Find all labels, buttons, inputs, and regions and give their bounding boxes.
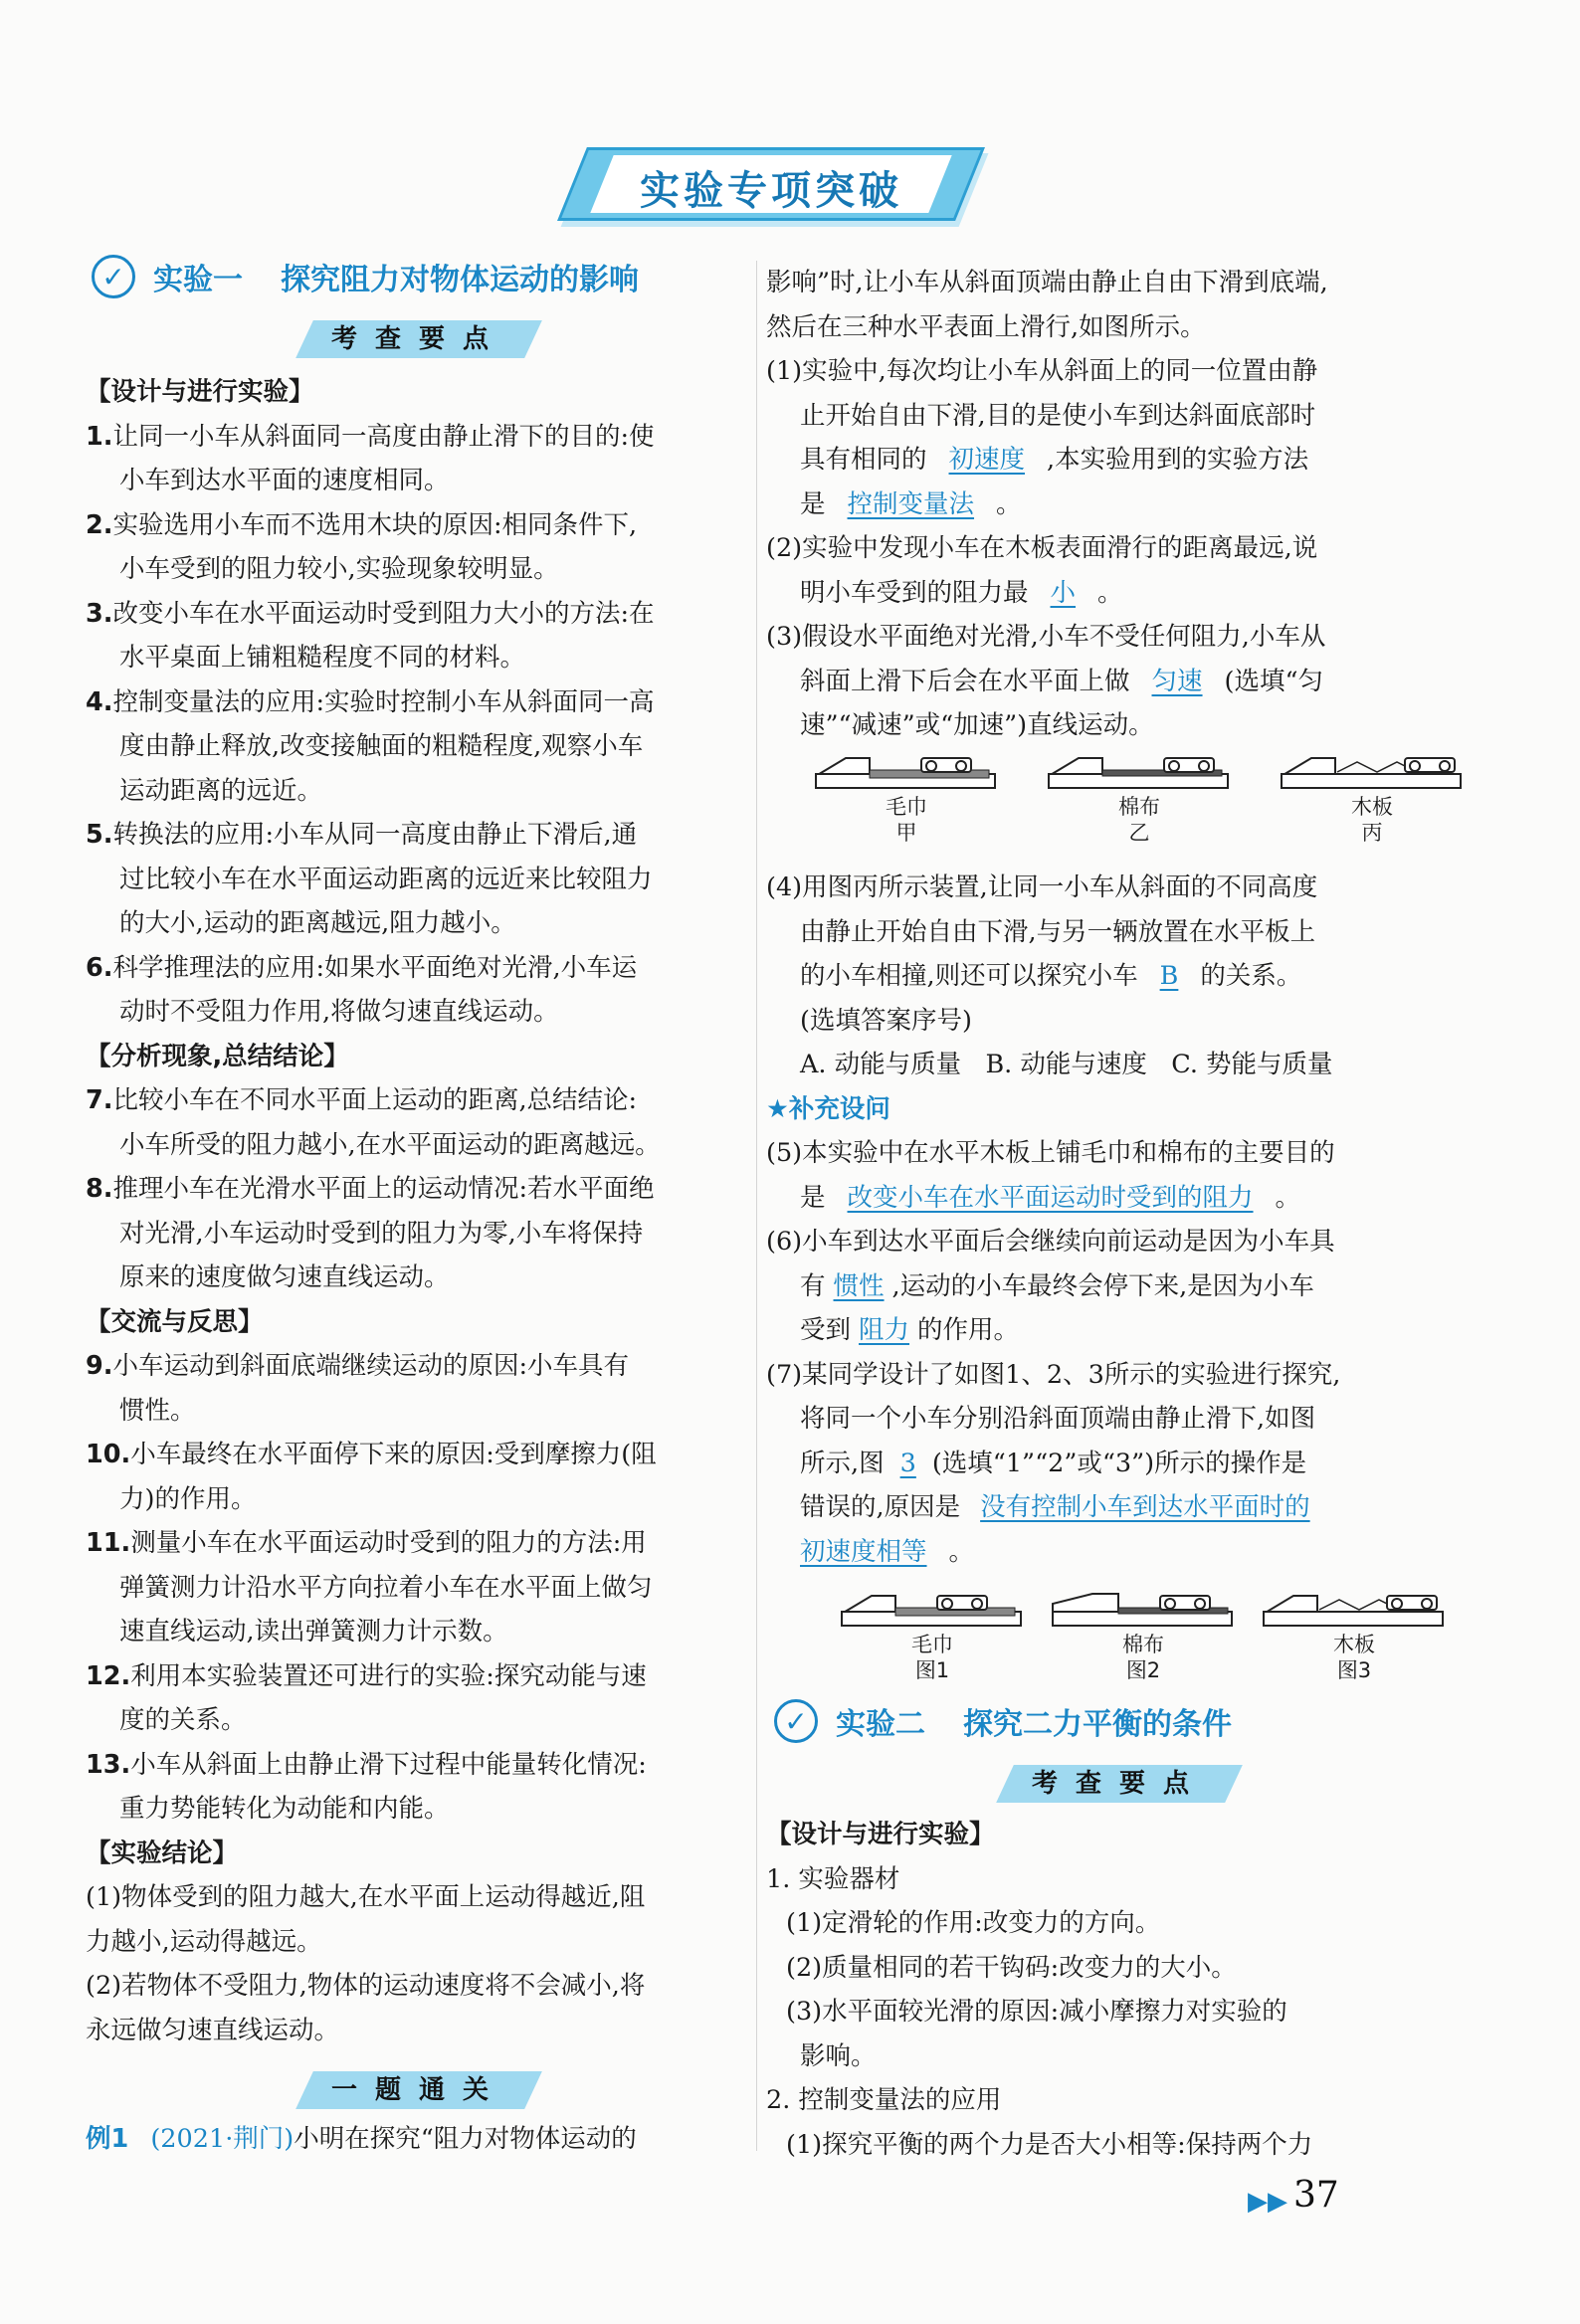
experiment-2-label: 实验二 xyxy=(836,1707,925,1742)
section-heading: 【设计与进行实验】 xyxy=(766,1820,995,1849)
experiment-2-points: 【设计与进行实验】 1. 实验器材 (1)定滑轮的作用:改变力的方向。 (2)质量相同的若干钩码:改变力的大小。 (3)水平面较光滑的原因:减小摩擦力对实验的 影响。 2. 控制变量法的应用 (1)探究平衡的两个力是否大小相等:保持两个力 xyxy=(766,1813,1463,2167)
experiment-1-label: 实验一 xyxy=(153,263,243,297)
page-number: 37 xyxy=(1293,2175,1339,2216)
answer-3: 匀速 xyxy=(1151,666,1203,696)
section-heading: 【设计与进行实验】 xyxy=(86,377,314,407)
questions-4-to-7: (4)用图丙所示装置,让同一小车从斜面的不同高度 由静止开始自由下滑,与另一辆放置在水平板上 的小车相撞,则还可以探究小车 B 的关系。 (选填答案序号) A. 动能与质量 B. 动能与速度 C. 势能与质量 ★补充设问 (5)本实验中在水平木板上铺毛巾和棉布的主要目的 是 改变小车在水平面运动时受到的阻力 。 (6)小车到达水平面后会继续向前运动是因为小车具 有 惯性 ,运动的小车最终会停下来,是因为小车 受到 阻力 的作用。 (7)某同学设计了如图1、2、3所示的实验进行探究, 将同一个小车分别沿斜面顶端由静止滑下,如图 所示,图 3 (选填“1”“2”或“3”)所示的操作是 错误的,原因是 没有控制小车到达水平面时的 初速度相等 。 xyxy=(766,866,1463,1574)
experiment-1-name: 探究阻力对物体运动的影响 xyxy=(281,263,639,297)
answer-7b: 没有控制小车到达水平面时的 xyxy=(980,1492,1310,1522)
check-circle-icon: ✓ xyxy=(92,255,135,298)
exam-points-banner-2: 考查要点 xyxy=(1005,1765,1234,1803)
answer-7b-cont: 初速度相等 xyxy=(800,1536,927,1567)
section-title-banner xyxy=(572,147,970,221)
example-1: 例1 (2021·荆门)小明在探究“阻力对物体运动的 xyxy=(86,2124,637,2154)
figure-2: 棉布 图2 xyxy=(1039,1590,1248,1683)
example-source: (2021·荆门) xyxy=(150,2124,295,2154)
answer-2: 小 xyxy=(1050,577,1077,608)
exam-points-banner: 考查要点 xyxy=(304,320,533,358)
section-heading: 【交流与反思】 xyxy=(86,1306,264,1337)
section-heading: 【实验结论】 xyxy=(86,1838,239,1868)
answer-4: B xyxy=(1159,961,1179,991)
experiment-2-name: 探究二力平衡的条件 xyxy=(963,1707,1232,1742)
answer-options: A. 动能与质量 B. 动能与速度 C. 势能与质量 xyxy=(800,1050,1333,1079)
answer-6a: 惯性 xyxy=(833,1270,885,1301)
figure-board: 木板 丙 xyxy=(1268,752,1477,846)
figure-group-b xyxy=(828,1590,1459,1683)
example-label: 例1 xyxy=(86,2124,129,2154)
figure-group-a xyxy=(802,752,1477,846)
section-heading: 【分析现象,总结结论】 xyxy=(86,1041,349,1071)
answer-7a: 3 xyxy=(899,1448,916,1478)
answer-1b: 控制变量法 xyxy=(847,488,975,519)
supplementary-heading: ★补充设问 xyxy=(766,1093,890,1124)
one-question-banner: 一题通关 xyxy=(304,2071,533,2109)
experiment-1-heading xyxy=(92,255,639,298)
figure-cotton: 棉布 乙 xyxy=(1035,752,1244,846)
section-title: 实验专项突破 xyxy=(640,168,902,214)
answer-6b: 阻力 xyxy=(859,1315,910,1345)
figure-1: 毛巾 图1 xyxy=(828,1590,1037,1683)
example-1-continued: 影响”时,让小车从斜面顶端由静止自由下滑到底端, 然后在三种水平表面上滑行,如图所示。 (1)实验中,每次均让小车从斜面上的同一位置由静 止开始自由下滑,目的是使小车到达斜面底部时 具有相同的 初速度 ,本实验用到的实验方法 是 控制变量法 。 (2)实验中发现小车在木板表面滑行的距离最远,说 明小车受到的阻力最 小 。 (3)假设水平面绝对光滑,小车不受任何阻力,小车从 斜面上滑下后会在水平面上做 匀速 (选填“匀 速”“减速”或“加速”)直线运动。 xyxy=(766,268,1328,740)
experiment-1-points: 【设计与进行实验】 1.让同一小车从斜面同一高度由静止滑下的目的:使 小车到达水平面的速度相同。 2.实验选用小车而不选用木块的原因:相同条件下, 小车受到的阻力较小,实验现象较明显。 3.改变小车在水平面运动时受到阻力大小的方法:在 水平桌面上铺粗糙程度不同的材料。 4.控制变量法的应用:实验时控制小车从斜面同一高 度由静止释放,改变接触面的粗糙程度,观察小车 运动距离的远近。 5.转换法的应用:小车从同一高度由静止下滑后,通 过比较小车在水平面运动距离的远近来比较阻力 的大小,运动的距离越远,阻力越小。 6.科学推理法的应用:如果水平面绝对光滑,小车运 动时不受阻力作用,将做匀速直线运动。 【分析现象,总结结论】 7.比较小车在不同水平面上运动的距离,总结结论: 小车所受的阻力越小,在水平面运动的距离越远。 8.推理小车在光滑水平面上的运动情况:若水平面绝 对光滑,小车运动时受到的阻力为零,小车将保持 原来的速度做匀速直线运动。 【交流与反思】 9.小车运动到斜面底端继续运动的原因:小车具有 惯性。 10.小车最终在水平面停下来的原因:受到摩擦力(阻 力)的作用。 11.测量小车在水平面运动时受到的阻力的方法:用 弹簧测力计沿水平方向拉着小车在水平面上做匀 速直线运动,读出弹簧测力计示数。 12.利用本实验装置还可进行的实验:探究动能与速 度的关系。 13.小车从斜面上由静止滑下过程中能量转化情况: 重力势能转化为动能和内能。 【实验结论】 (1)物体受到的阻力越大,在水平面上运动得越近,阻 力越小,运动得越远。 (2)若物体不受阻力,物体的运动速度将不会减小,将 永远做匀速直线运动。 xyxy=(86,370,762,2052)
answer-1a: 初速度 xyxy=(948,445,1026,475)
check-circle-icon: ✓ xyxy=(774,1699,818,1743)
answer-5: 改变小车在水平面运动时受到的阻力 xyxy=(847,1182,1254,1213)
figure-3: 木板 图3 xyxy=(1250,1590,1459,1683)
experiment-2-heading xyxy=(774,1699,1232,1743)
figure-towel: 毛巾 甲 xyxy=(802,752,1011,846)
next-page-arrow-icon: ▶▶ xyxy=(1248,2187,1287,2217)
